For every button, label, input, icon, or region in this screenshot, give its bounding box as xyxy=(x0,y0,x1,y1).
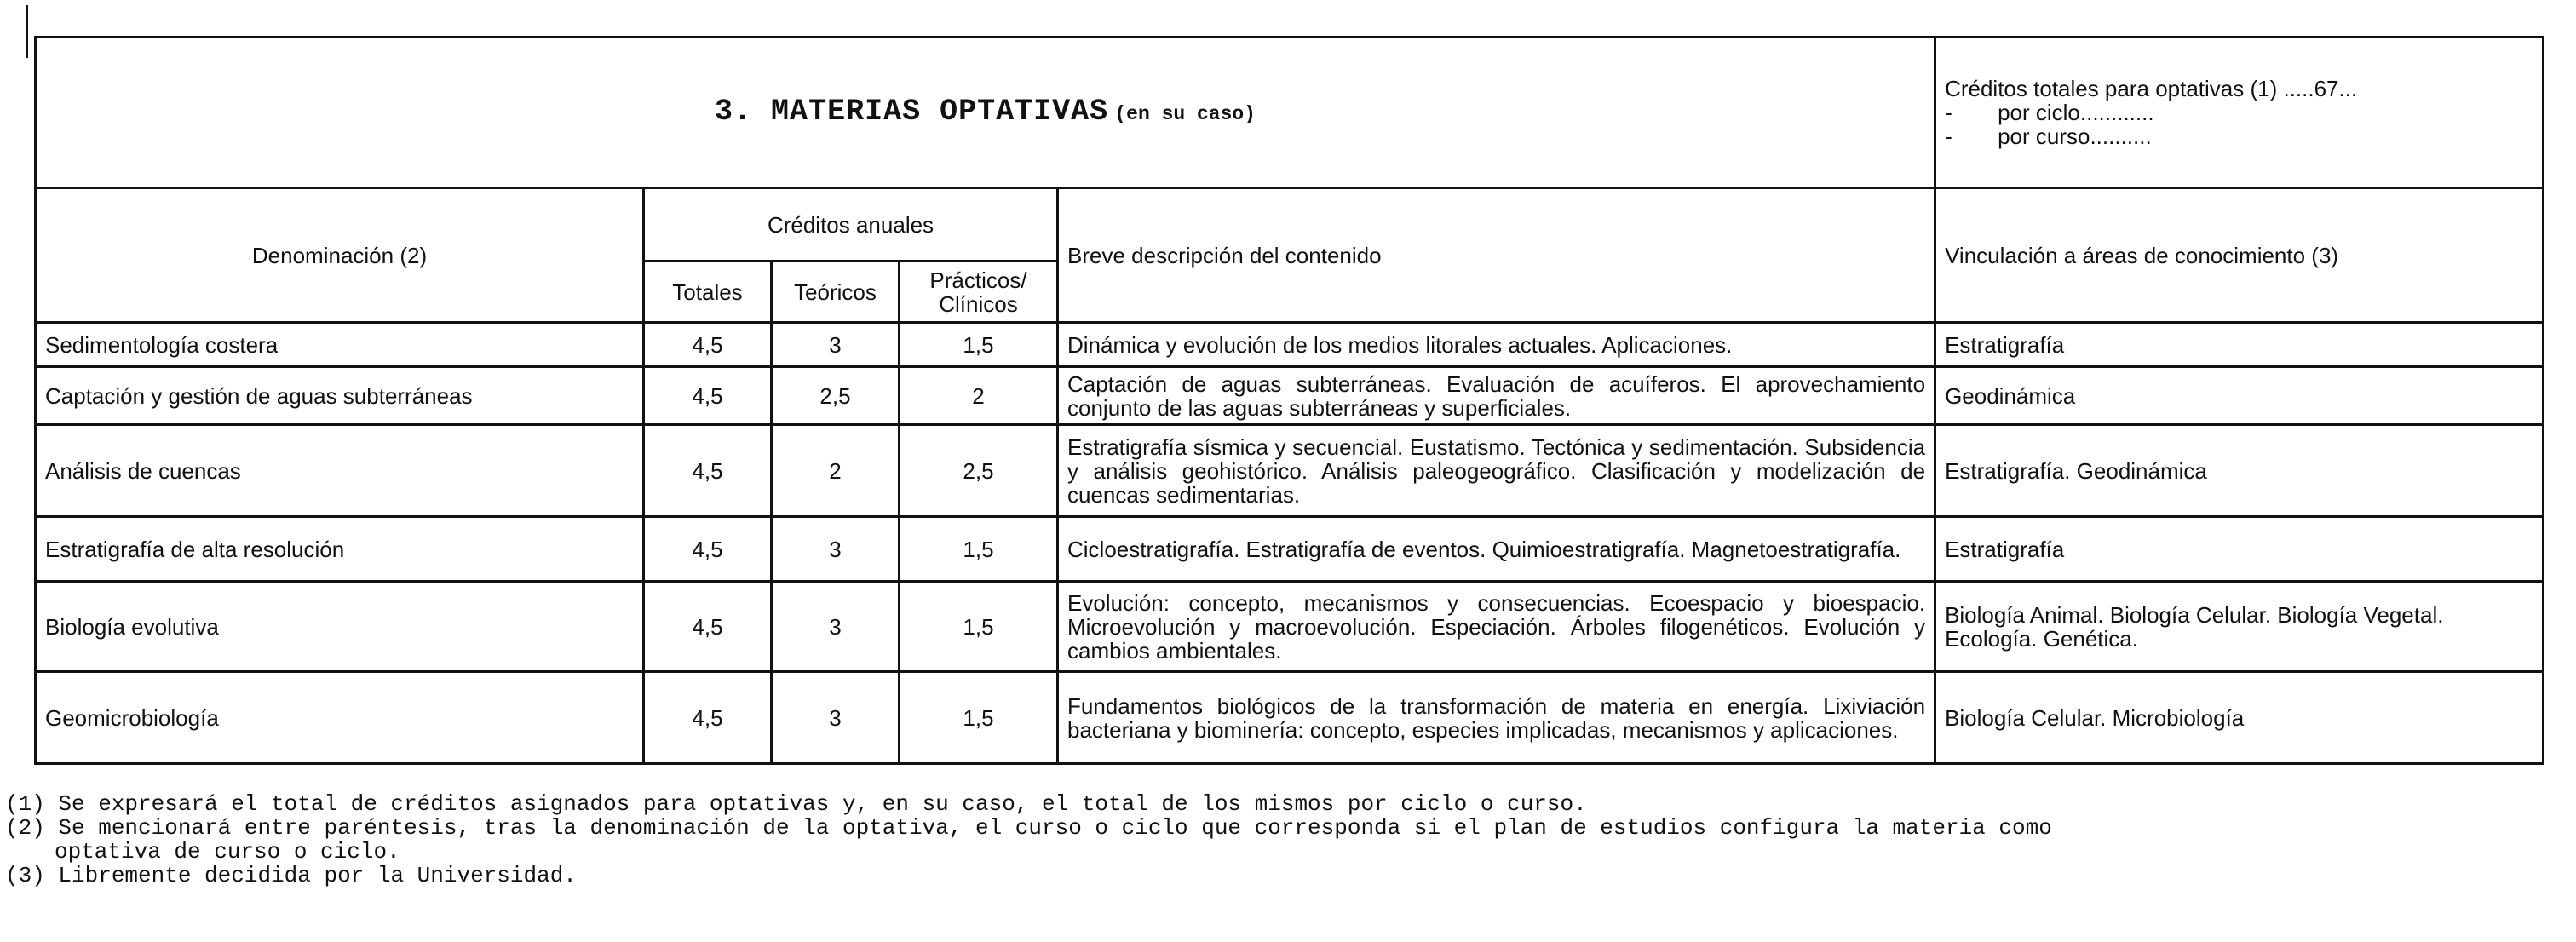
credits-theory-cell: 2 xyxy=(772,425,900,517)
credits-theory-cell: 3 xyxy=(772,517,900,582)
table-row xyxy=(36,582,2544,672)
credits-practical-cell: 1,5 xyxy=(900,323,1058,367)
subject-description: Evolución: concepto, mecanismos y consecuencias. Ecoespacio y bioespacio. Microevolución y macroevolución. Especiación. Árboles filogenéticos. Evolución y cambios ambientales. xyxy=(1058,582,1935,672)
credits-summary xyxy=(1935,37,2544,188)
subject-description: Estratigrafía sísmica y secuencial. Eustatismo. Tectónica y sedimentación. Subsidencia y análisis geohistórico. Análisis paleogeográfico. Clasificación y modelización de cuencas sedimentarias. xyxy=(1058,425,1935,517)
subject-description: Dinámica y evolución de los medios litorales actuales. Aplicaciones. xyxy=(1058,323,1935,367)
credits-practical-cell: 2,5 xyxy=(900,425,1058,517)
credits-total-cell: 4,5 xyxy=(644,425,772,517)
footnote-2-continued: optativa de curso o ciclo. xyxy=(55,839,400,864)
credits-total-cell: 4,5 xyxy=(644,367,772,425)
subject-areas: Biología Animal. Biología Celular. Biología Vegetal. Ecología. Genética. xyxy=(1935,582,2544,672)
credits-total-cell: 4,5 xyxy=(644,672,772,764)
optional-subjects-table xyxy=(34,36,2544,765)
credits-total-cell: 4,5 xyxy=(644,517,772,582)
table-row xyxy=(36,425,2544,517)
column-header-total: Totales xyxy=(644,261,772,323)
credits-per-course: - por curso.......... xyxy=(1945,123,2152,149)
credits-theory-cell: 2,5 xyxy=(772,367,900,425)
title-row xyxy=(36,37,2544,188)
credits-theory-cell: 3 xyxy=(772,672,900,764)
credits-practical-cell: 1,5 xyxy=(900,582,1058,672)
subject-name: Geomicrobiología xyxy=(36,672,644,764)
table-title xyxy=(36,37,1935,188)
table-row xyxy=(36,367,2544,425)
table-row xyxy=(36,517,2544,582)
credits-practical-cell: 1,5 xyxy=(900,672,1058,764)
column-header-annual-credits: Créditos anuales xyxy=(644,188,1058,261)
footnote-1: (1) Se expresará el total de créditos asignados para optativas y, en su caso, el total de los mismos por ciclo o curso. xyxy=(5,791,1587,817)
credits-practical-cell: 2 xyxy=(900,367,1058,425)
header-row-1 xyxy=(36,188,2544,261)
column-header-practical: Prácticos/ Clínicos xyxy=(900,261,1058,323)
column-header-areas: Vinculación a áreas de conocimiento (3) xyxy=(1935,188,2544,323)
column-header-theory: Teóricos xyxy=(772,261,900,323)
subject-name: Sedimentología costera xyxy=(36,323,644,367)
table-row xyxy=(36,672,2544,764)
footnote-3: (3) Libremente decidida por la Universidad. xyxy=(5,863,577,888)
subject-name: Captación y gestión de aguas subterráneas xyxy=(36,367,644,425)
subject-description: Fundamentos biológicos de la transformación de materia en energía. Lixiviación bacteriana y biominería: concepto, especies implicadas, mecanismos y aplicaciones. xyxy=(1058,672,1935,764)
credits-total-cell: 4,5 xyxy=(644,323,772,367)
credits-theory-cell: 3 xyxy=(772,323,900,367)
page-title-note: (en su caso) xyxy=(1114,102,1256,125)
subject-name: Biología evolutiva xyxy=(36,582,644,672)
credits-total: Créditos totales para optativas (1) .....67... xyxy=(1945,76,2358,101)
credits-per-cycle: - por ciclo............ xyxy=(1945,100,2154,125)
subject-name: Estratigrafía de alta resolución xyxy=(36,517,644,582)
subject-areas: Estratigrafía xyxy=(1935,323,2544,367)
margin-mark xyxy=(26,5,28,58)
subject-description: Cicloestratigrafía. Estratigrafía de eventos. Quimioestratigrafía. Magnetoestratigrafía. xyxy=(1058,517,1935,582)
footnotes xyxy=(5,792,2475,887)
subject-areas: Biología Celular. Microbiología xyxy=(1935,672,2544,764)
subject-name: Análisis de cuencas xyxy=(36,425,644,517)
subject-areas: Geodinámica xyxy=(1935,367,2544,425)
table-row xyxy=(36,323,2544,367)
credits-total-cell: 4,5 xyxy=(644,582,772,672)
subject-description: Captación de aguas subterráneas. Evaluación de acuíferos. El aprovechamiento conjunto de las aguas subterráneas y superficiales. xyxy=(1058,367,1935,425)
column-header-name: Denominación (2) xyxy=(36,188,644,323)
credits-theory-cell: 3 xyxy=(772,582,900,672)
subject-areas: Estratigrafía. Geodinámica xyxy=(1935,425,2544,517)
column-header-description: Breve descripción del contenido xyxy=(1058,188,1935,323)
credits-practical-cell: 1,5 xyxy=(900,517,1058,582)
footnote-2: (2) Se mencionará entre paréntesis, tras la denominación de la optativa, el curso o ciclo que corresponda si el plan de estudios configura la materia como xyxy=(5,815,2052,841)
page-title: 3. MATERIAS OPTATIVAS xyxy=(715,94,1109,129)
subject-areas: Estratigrafía xyxy=(1935,517,2544,582)
